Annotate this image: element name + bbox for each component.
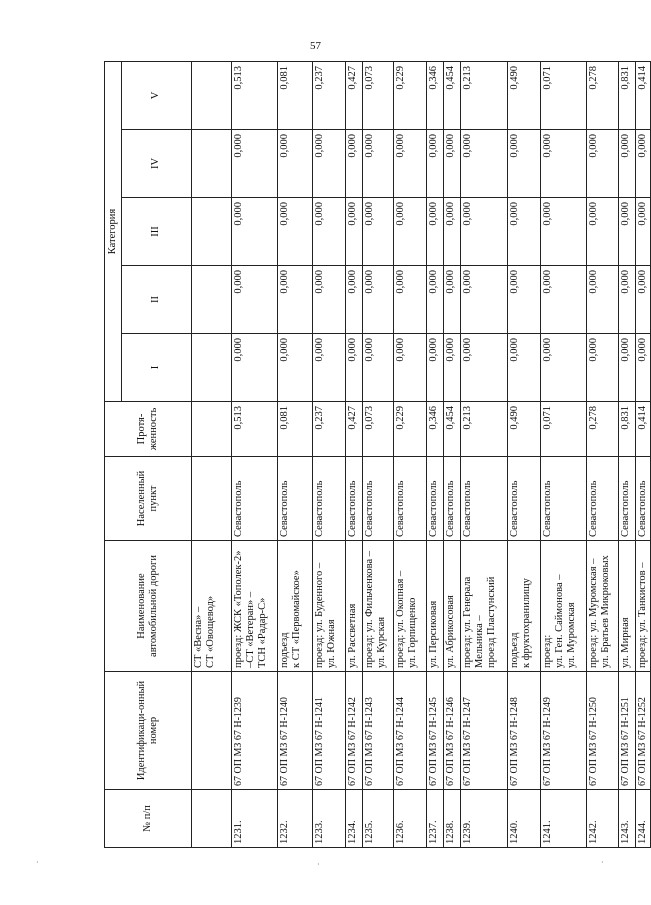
header-name: Наименование автомобильной дороги <box>105 541 192 672</box>
cell-cat-3: 0,000 <box>619 198 636 266</box>
cell-length: 0,229 <box>394 402 427 457</box>
cell-num: 1237. <box>427 790 444 848</box>
cell-settlement: Севастополь <box>278 457 313 541</box>
cell-cat-3: 0,000 <box>508 198 541 266</box>
cell-name <box>508 541 541 672</box>
cell-name <box>636 541 651 672</box>
cell-cat-3 <box>192 198 232 266</box>
cell-cat-4: 0,000 <box>508 130 541 198</box>
cell-cat-5: 0,513 <box>232 62 278 130</box>
header-category: Категория <box>105 62 122 402</box>
cell-cat-4: 0,000 <box>541 130 587 198</box>
cell-cat-3: 0,000 <box>278 198 313 266</box>
cell-cat-4: 0,000 <box>394 130 427 198</box>
cell-cat-3: 0,000 <box>587 198 619 266</box>
cell-cat-5: 0,071 <box>541 62 587 130</box>
cell-cat-5: 0,454 <box>444 62 461 130</box>
cell-cat-3: 0,000 <box>461 198 508 266</box>
cell-num: 1234. <box>346 790 363 848</box>
cell-name <box>394 541 427 672</box>
cell-name <box>587 541 619 672</box>
cell-cat-5: 0,278 <box>587 62 619 130</box>
header-cat-5: V <box>122 62 192 130</box>
cell-cat-3: 0,000 <box>636 198 651 266</box>
road-name-line: подъезд <box>279 632 290 668</box>
cell-cat-1 <box>192 334 232 402</box>
header-num: № п/п <box>105 790 192 848</box>
cell-length: 0,213 <box>461 402 508 457</box>
cell-cat-5 <box>192 62 232 130</box>
road-name-line: Мельника – <box>474 615 486 668</box>
cell-settlement: Севастополь <box>346 457 363 541</box>
road-name-line: ул. Персиковая <box>428 600 439 668</box>
cell-cat-5: 0,073 <box>363 62 394 130</box>
cell-settlement: Севастополь <box>427 457 444 541</box>
cell-cat-5: 0,490 <box>508 62 541 130</box>
cell-id: 67 ОП МЗ 67 Н-1252 <box>636 672 651 790</box>
cell-length: 0,490 <box>508 402 541 457</box>
cell-cat-2: 0,000 <box>508 266 541 334</box>
cell-cat-2: 0,000 <box>394 266 427 334</box>
cell-name <box>619 541 636 672</box>
cell-settlement: Севастополь <box>541 457 587 541</box>
cell-settlement: Севастополь <box>363 457 394 541</box>
cell-id: 67 ОП МЗ 67 Н-1250 <box>587 672 619 790</box>
table-row <box>346 62 363 848</box>
cell-cat-3: 0,000 <box>313 198 346 266</box>
cell-settlement: Севастополь <box>636 457 651 541</box>
cell-name <box>278 541 313 672</box>
cell-cat-1: 0,000 <box>587 334 619 402</box>
cell-name <box>541 541 587 672</box>
cell-cat-2: 0,000 <box>278 266 313 334</box>
cell-cat-1: 0,000 <box>278 334 313 402</box>
road-name-line: проезд: ул. Окопная – <box>395 570 406 668</box>
table-row <box>394 62 427 848</box>
road-name-line: –СТ «Ветеран» – <box>245 591 257 668</box>
cell-cat-4: 0,000 <box>427 130 444 198</box>
cell-length: 0,081 <box>278 402 313 457</box>
cell-cat-3: 0,000 <box>346 198 363 266</box>
cell-id: 67 ОП МЗ 67 Н-1241 <box>313 672 346 790</box>
cell-cat-4: 0,000 <box>313 130 346 198</box>
table-row <box>508 62 541 848</box>
cell-cat-3: 0,000 <box>541 198 587 266</box>
cell-cat-1: 0,000 <box>508 334 541 402</box>
cell-cat-1: 0,000 <box>619 334 636 402</box>
table-row <box>541 62 587 848</box>
cell-cat-2: 0,000 <box>363 266 394 334</box>
cell-settlement: Севастополь <box>232 457 278 541</box>
cell-cat-5: 0,213 <box>461 62 508 130</box>
cell-id: 67 ОП МЗ 67 Н-1245 <box>427 672 444 790</box>
cell-cat-2: 0,000 <box>587 266 619 334</box>
cell-cat-4: 0,000 <box>444 130 461 198</box>
table-row <box>587 62 619 848</box>
cell-id: 67 ОП МЗ 67 Н-1243 <box>363 672 394 790</box>
scan-mark: · <box>317 860 320 869</box>
cell-length: 0,513 <box>232 402 278 457</box>
road-name-line: ул. Братьев Микрюковых <box>600 555 612 668</box>
cell-settlement: Севастополь <box>444 457 461 541</box>
cell-cat-3: 0,000 <box>444 198 461 266</box>
cell-id: 67 ОП МЗ 67 Н-1247 <box>461 672 508 790</box>
rotated-table-container <box>104 62 648 848</box>
cell-length: 0,237 <box>313 402 346 457</box>
cell-id: 67 ОП МЗ 67 Н-1248 <box>508 672 541 790</box>
cell-cat-4: 0,000 <box>232 130 278 198</box>
road-name-line: проезд: ЖСК «Тополек-2» <box>233 550 244 668</box>
cell-cat-1: 0,000 <box>427 334 444 402</box>
cell-settlement: Севастополь <box>313 457 346 541</box>
road-name-line: проезд: <box>542 634 553 668</box>
cell-cat-1: 0,000 <box>444 334 461 402</box>
cell-num: 1241. <box>541 790 587 848</box>
cell-cat-4: 0,000 <box>587 130 619 198</box>
header-cat-3: III <box>122 198 192 266</box>
road-name-line: ул. Муромская <box>566 602 578 668</box>
cell-cat-4: 0,000 <box>278 130 313 198</box>
cell-name <box>461 541 508 672</box>
table-row <box>232 62 278 848</box>
cell-length <box>192 402 232 457</box>
cell-num: 1244. <box>636 790 651 848</box>
cell-cat-3: 0,000 <box>232 198 278 266</box>
cell-cat-4: 0,000 <box>461 130 508 198</box>
scan-mark: · <box>36 858 39 867</box>
cell-id <box>192 672 232 790</box>
cell-cat-5: 0,831 <box>619 62 636 130</box>
cell-settlement <box>192 457 232 541</box>
road-name-line: проезд Пластунский <box>486 576 498 668</box>
cell-length: 0,414 <box>636 402 651 457</box>
cell-num: 1232. <box>278 790 313 848</box>
cell-cat-2: 0,000 <box>346 266 363 334</box>
cell-num: 1236. <box>394 790 427 848</box>
road-name-line: ул. Ген. Саймонова – <box>554 574 566 668</box>
road-name-line: ул. Мирная <box>620 617 631 668</box>
cell-cat-1: 0,000 <box>363 334 394 402</box>
cell-cat-5: 0,229 <box>394 62 427 130</box>
cell-name <box>444 541 461 672</box>
cell-cat-5: 0,081 <box>278 62 313 130</box>
road-name-line: ул. Рассветная <box>347 603 358 668</box>
cell-length: 0,278 <box>587 402 619 457</box>
table-row <box>636 62 651 848</box>
cell-name <box>313 541 346 672</box>
cell-settlement: Севастополь <box>587 457 619 541</box>
cell-length: 0,427 <box>346 402 363 457</box>
cell-length: 0,831 <box>619 402 636 457</box>
cell-num: 1233. <box>313 790 346 848</box>
cell-cat-2: 0,000 <box>427 266 444 334</box>
cell-id: 67 ОП МЗ 67 Н-1240 <box>278 672 313 790</box>
cell-cat-2: 0,000 <box>461 266 508 334</box>
header-cat-1: I <box>122 334 192 402</box>
cell-num: 1231. <box>232 790 278 848</box>
header-length: Протя-женность <box>105 402 192 457</box>
cell-cat-1: 0,000 <box>461 334 508 402</box>
cell-cat-2 <box>192 266 232 334</box>
cell-num: 1243. <box>619 790 636 848</box>
cell-cat-1: 0,000 <box>313 334 346 402</box>
cell-num <box>192 790 232 848</box>
cell-cat-2: 0,000 <box>444 266 461 334</box>
cell-id: 67 ОП МЗ 67 Н-1244 <box>394 672 427 790</box>
cell-cat-4: 0,000 <box>636 130 651 198</box>
cell-cat-3: 0,000 <box>363 198 394 266</box>
cell-num: 1239. <box>461 790 508 848</box>
cell-name <box>363 541 394 672</box>
road-name-line: проезд: ул. Танкистов – <box>637 562 648 668</box>
cell-cat-1: 0,000 <box>394 334 427 402</box>
cell-num: 1240. <box>508 790 541 848</box>
cell-cat-1: 0,000 <box>232 334 278 402</box>
cell-num: 1235. <box>363 790 394 848</box>
cell-settlement: Севастополь <box>508 457 541 541</box>
table-body <box>192 62 651 848</box>
road-name-line: СТ «Овощевод» <box>205 595 217 668</box>
cell-name <box>192 541 232 672</box>
cell-cat-3: 0,000 <box>394 198 427 266</box>
cell-name <box>232 541 278 672</box>
cell-cat-4: 0,000 <box>363 130 394 198</box>
road-name-line: проезд: ул. Фильченкова – <box>364 550 375 668</box>
cell-cat-5: 0,414 <box>636 62 651 130</box>
road-name-line: СТ «Весна» – <box>193 606 204 668</box>
cell-cat-2: 0,000 <box>541 266 587 334</box>
table-row <box>427 62 444 848</box>
cell-settlement: Севастополь <box>461 457 508 541</box>
cell-num: 1238. <box>444 790 461 848</box>
table-row <box>444 62 461 848</box>
road-name-line: проезд: ул. Генерала <box>462 576 473 668</box>
table-row <box>619 62 636 848</box>
cell-cat-2: 0,000 <box>619 266 636 334</box>
road-name-line: ТСН «Радар-С» <box>257 597 269 668</box>
road-name-line: к фруктохранилищу <box>521 578 533 668</box>
header-cat-2: II <box>122 266 192 334</box>
cell-id: 67 ОП МЗ 67 Н-1249 <box>541 672 587 790</box>
cell-length: 0,454 <box>444 402 461 457</box>
table-row <box>192 62 232 848</box>
cell-cat-4: 0,000 <box>346 130 363 198</box>
cell-cat-4 <box>192 130 232 198</box>
cell-cat-1: 0,000 <box>636 334 651 402</box>
cell-num: 1242. <box>587 790 619 848</box>
cell-id: 67 ОП МЗ 67 Н-1239 <box>232 672 278 790</box>
cell-cat-5: 0,346 <box>427 62 444 130</box>
cell-name <box>346 541 363 672</box>
cell-cat-1: 0,000 <box>346 334 363 402</box>
road-name-line: проезд: ул. Муромская – <box>588 558 599 668</box>
cell-cat-3: 0,000 <box>427 198 444 266</box>
cell-cat-2: 0,000 <box>232 266 278 334</box>
cell-cat-2: 0,000 <box>636 266 651 334</box>
cell-cat-2: 0,000 <box>313 266 346 334</box>
cell-cat-4: 0,000 <box>619 130 636 198</box>
road-name-line: ул. Абрикосовая <box>445 595 456 668</box>
cell-settlement: Севастополь <box>394 457 427 541</box>
road-name-line: ул. Южная <box>326 619 338 668</box>
table-row <box>363 62 394 848</box>
cell-name <box>427 541 444 672</box>
header-id: Идентификаци-онный номер <box>105 672 192 790</box>
cell-settlement: Севастополь <box>619 457 636 541</box>
road-name-line: проезд: ул. Буденного – <box>314 562 325 668</box>
road-name-line: ул. Горпищенко <box>407 597 419 668</box>
table-row <box>461 62 508 848</box>
road-name-line: ул. Курская <box>376 616 388 668</box>
cell-cat-5: 0,237 <box>313 62 346 130</box>
road-name-line: подъезд <box>509 632 520 668</box>
cell-length: 0,346 <box>427 402 444 457</box>
cell-cat-5: 0,427 <box>346 62 363 130</box>
header-settlement: Населенный пункт <box>105 457 192 541</box>
road-name-line: к СТ «Первомайское» <box>291 570 303 668</box>
cell-id: 67 ОП МЗ 67 Н-1242 <box>346 672 363 790</box>
roads-table <box>104 61 651 848</box>
page-number: 57 <box>310 40 321 52</box>
cell-id: 67 ОП МЗ 67 Н-1246 <box>444 672 461 790</box>
cell-length: 0,071 <box>541 402 587 457</box>
cell-cat-1: 0,000 <box>541 334 587 402</box>
header-cat-4: IV <box>122 130 192 198</box>
cell-id: 67 ОП МЗ 67 Н-1251 <box>619 672 636 790</box>
table-row <box>313 62 346 848</box>
cell-length: 0,073 <box>363 402 394 457</box>
table-row <box>278 62 313 848</box>
scan-mark: · <box>601 858 604 867</box>
